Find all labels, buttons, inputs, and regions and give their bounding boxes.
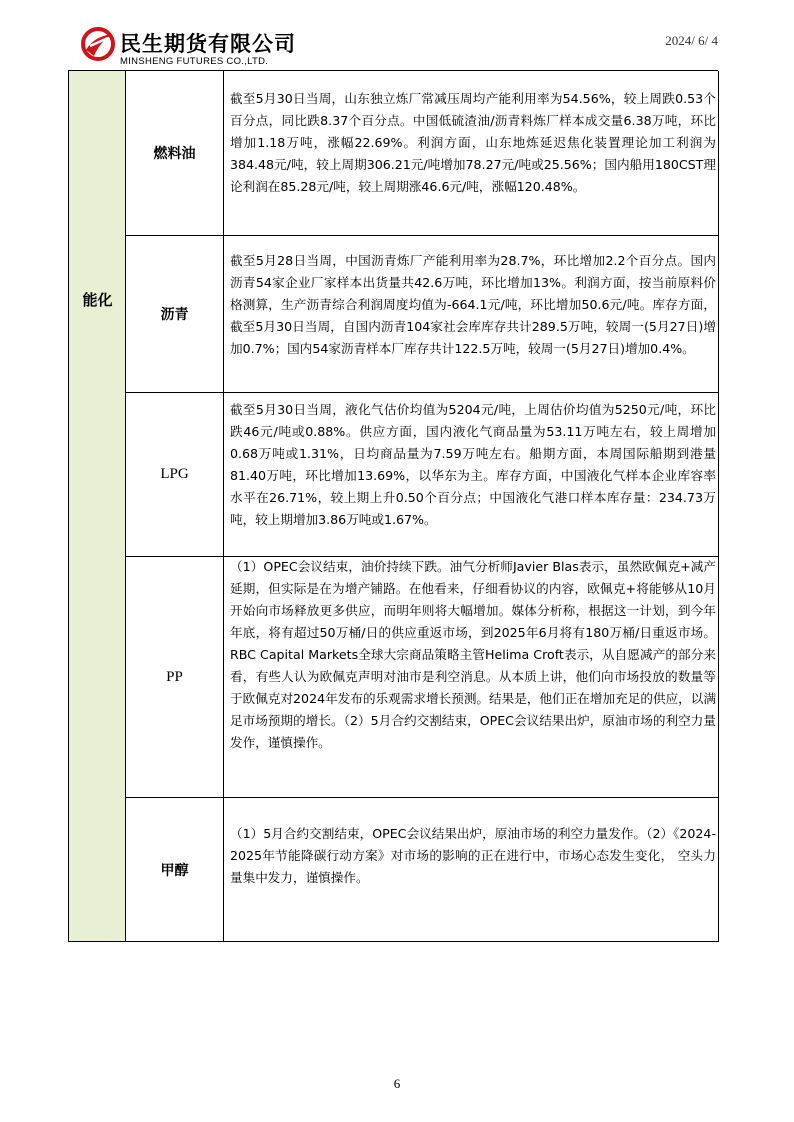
company-logo-icon — [80, 26, 116, 62]
table-row-methanol — [126, 798, 718, 941]
product-name: PP — [126, 557, 224, 797]
commentary-text: 截至5月30日当周，液化气估价均值为5204元/吨，上周估价均值为5250元/吨，环比跌46元/吨或0.88%。供应方面，国内液化气商品量为53.11万吨左右，较上周增加0.68万吨或1.31%，日均商品量为7.59万吨左右。船期方面，本周国际船期到港量81.40万吨，环比增加13.69%，以华东为主。库存方面，中国液化气样本企业库容率水平在26.71%，较上期上升0.50个百分点；中国液化气港口样本库存量：234.73万吨，较上期增加3.86万吨或1.67%。 — [230, 402, 716, 527]
table-row-pp — [126, 557, 718, 798]
product-name: 甲醇 — [126, 798, 224, 941]
product-name: 燃料油 — [126, 71, 224, 235]
commentary-table — [68, 71, 719, 942]
commentary-text: （1）OPEC会议结束，油价持续下跌。油气分析师Javier Blas表示，虽然欧佩克+减产延期，但实际是在为增产铺路。在他看来，仔细看协议的内容，欧佩克+将能够从10月开始向市场释放更多供应，而明年则将大幅增加。媒体分析称，根据这一计划，到今年年底，将有超过50万桶/日的供应重返市场，到2025年6月将有180万桶/日重返市场。RBC Capital Markets全球大宗商品策略主管Helima Croft表示，从自愿减产的部分来看，有些人认为欧佩克声明对油市是利空消息。从本质上讲，他们向市场投放的数量等于欧佩克对2024年发布的乐观需求增长预测。结果是，他们正在增加充足的供应，以满足市场预期的增长。（2）5月合约交割结束，OPEC会议结果出炉，原油市场的利空力量发作，谨慎操作。 — [230, 559, 716, 750]
table-row-lpg — [126, 393, 718, 557]
sector-label: 能化 — [82, 291, 113, 309]
table-row-fuel-oil — [126, 71, 718, 236]
table-row-asphalt — [126, 236, 718, 393]
commentary-text: （1）5月合约交割结束，OPEC会议结果出炉，原油市场的利空力量发作。（2）《2024-2025年节能降碳行动方案》对市场的影响的正在进行中，市场心态发生变化， 空头力量集中发力，谨慎操作。 — [230, 826, 716, 885]
report-date: 2024/ 6/ 4 — [665, 33, 718, 48]
product-name: 沥青 — [126, 236, 224, 392]
company-name-en: MINSHENG FUTURES CO.,LTD. — [120, 56, 269, 67]
product-name: LPG — [126, 393, 224, 556]
sector-cell — [69, 71, 126, 941]
commentary-text: 截至5月30日当周，山东独立炼厂常减压周均产能利用率为54.56%，较上周跌0.53个百分点，同比跌8.37个百分点。中国低硫渣油/沥青料炼厂样本成交量6.38万吨，环比增加1.18万吨，涨幅22.69%。利润方面，山东地炼延迟焦化装置理论加工利润为384.48元/吨，较上周期306.21元/吨增加78.27元/吨或25.56%；国内船用180CST理论利润在85.28元/吨，较上周期涨46.6元/吨，涨幅120.48%。 — [230, 91, 716, 194]
commentary-text: 截至5月28日当周，中国沥青炼厂产能利用率为28.7%，环比增加2.2个百分点。国内沥青54家企业厂家样本出货量共42.6万吨，环比增加13%。利润方面，按当前原料价格测算，生产沥青综合利润周度均值为-664.1元/吨，环比增加50.6元/吨。库存方面，截至5月30日当周，自国内沥青104家社会库库存共计289.5万吨，较周一(5月27日)增加0.7%；国内54家沥青样本厂库存共计122.5万吨，较周一(5月27日)增加0.4%。 — [230, 253, 716, 356]
page-number: 6 — [393, 1076, 401, 1091]
page-header — [0, 0, 794, 72]
company-name-cn: 民生期货有限公司 — [120, 32, 296, 56]
